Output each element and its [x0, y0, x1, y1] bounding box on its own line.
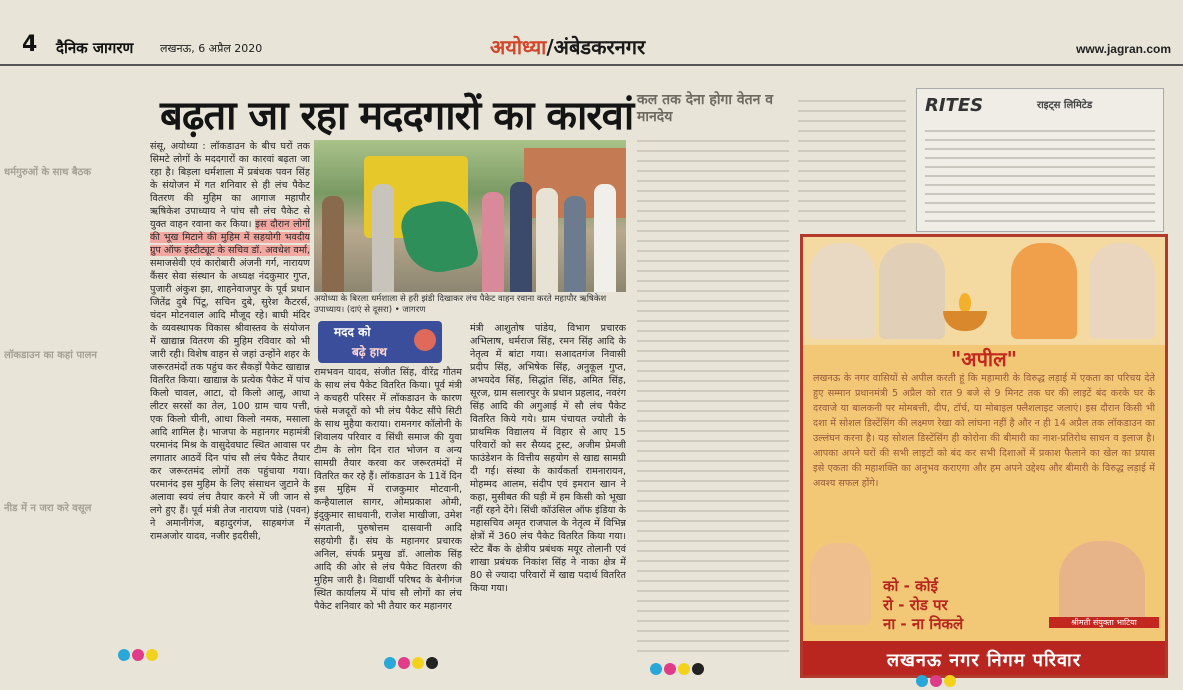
person-figure	[510, 182, 532, 292]
registration-marks	[650, 660, 706, 674]
appeal-footer	[803, 641, 1165, 675]
dateline: लखनऊ, 6 अप्रैल 2020	[160, 42, 263, 55]
mayor-name-label: श्रीमती संयुक्ता भाटिया	[1049, 617, 1159, 628]
person-figure	[564, 196, 586, 292]
series-badge	[318, 321, 442, 363]
registration-marks	[916, 672, 972, 686]
article-headline: बढ़ता जा रहा मददगारों का कारवां	[160, 93, 634, 139]
person-figure	[372, 184, 394, 292]
section-title	[490, 33, 645, 60]
flame-icon	[959, 293, 971, 313]
article-column-1	[150, 140, 310, 648]
leader-portrait	[1011, 243, 1077, 339]
appeal-body: लखनऊ के नगर वासियों से अपील करती हूं कि महामारी के विरुद्ध लड़ाई में एकता का परिचय देते हुए सम्मान प्रधानमंत्री 5 अप्रैल को रात 9 बजे से 9 मिनट तक घर की लाइटें बंद करके घर के दरवाजे या बालकनी पर मोमबत्ती, दीप, टॉर्च, या मोबाइल फ्लैशलाइट जलाएं। इस दौरान किसी भी दशा में सोशल डिस्टेंसिंग की लक्ष्मण रेखा को लांघना नहीं है और न ही 14 अप्रैल तक लॉकडाउन का उल्लंघन करना है। यह सोशल डिस्टेंसिंग ही कोरोना की बीमारी का नाश-प्रतिरोध साधन व इलाज है। आपका अपने घरों की सभी लाइटों को बंद कर सभी दिशाओं में प्रकाश फैलाने का खेल का प्रयास इसे एकता की महाशक्ति का अनुभव कराएगा और हम अपने उद्देश्य और बीमारी के विरुद्ध लड़ाई में अवश्य सफल होंगे।	[813, 373, 1155, 489]
leaders-banner	[803, 237, 1165, 345]
left-strip	[4, 70, 144, 680]
article-lead: संसू, अयोध्या : लॉकडाउन के बीच घरों तक सिमटे लोगों के मददगारों का कारवां बढ़ता जा रहा है। बिड़ला धर्मशाला में प्रबंधक पवन सिंह के संयोजन में गत शनिवार से ही लंच पैकेट वितरण की मुहिम का आगाज महापौर ऋषिकेश उपाध्याय ने पांच सौ लंच पैकेट से युक्त वाहन रवाना कर किया।	[150, 141, 310, 230]
person-figure	[536, 188, 558, 292]
slogan-line-1: को - कोई	[883, 577, 938, 595]
rites-advertisement	[916, 88, 1164, 232]
left-strip-headline-3: नीड में न जरा करे वसूल	[4, 503, 92, 514]
person-figure	[594, 184, 616, 292]
article-column-2: रामभवन यादव, संजीत सिंह, वीरेंद्र गौतम के साथ लंच पैकेट वितरित किया। पूर्व मंत्री ने कचहरी परिसर में लॉकडाउन के कारण फंसे मजदूरों को भी लंच पैकेट सौंपे सिटी के साथ मुहैया कराया। रामनगर कॉलोनी के शिवालय परिवार व सिंधी समाज की युवा टीम के लोग दिन रात भोजन व अन्य सामग्री तैयार करवा कर जरूरतमंदों में वितरित कर रहे हैं। लॉकडाउन के 11वें दिन इस मुहिम में राजकुमार मोटवानी, कन्हैयालाल सागर, ओमप्रकाश ओमी, इंदुकुमार साधवानी, राजेश माखीजा, उमेश संगतानी, पुरुषोत्तम दासवानी आदि सहयोगी हैं। संघ के महानगर प्रचारक अनिल, संपर्क प्रमुख डॉ. आलोक सिंह आदि की ओर से लंच पैकेट वितरण की मुहिम जारी है। विद्यार्थी परिषद के बेनीगंज स्थित कार्यालय में पांच सौ लोगों का लंच पैकेट शनिवार को भी तैयार कर महानगर	[314, 367, 462, 612]
diya-lamp-icon	[943, 311, 987, 331]
side-story-headline: कल तक देना होगा वेतन व मानदेय	[637, 92, 774, 125]
site-url: www.jagran.com	[1076, 42, 1171, 56]
article-col1-rest: समाजसेवी एवं कारोबारी अंजनी गर्ग, नारायण कैंसर सेवा संस्थान के अध्यक्ष नंदकुमार गुप्त, पुजारी अंकुश झा, शाहनेवाजपुर के पूर्व प्रधान जितेंद्र दुबे पिंटू, सचिन दुबे, सुरेश कैटरर्स, चंदन मोटनवाल आदि मौजूद रहे। बाघी मंदिर के व्यवस्थापक विकास श्रीवास्तव के संयोजन में खाद्यान्न वितरण की मुहिम रविवार को भी जारी रही। विशेष वाहन से जहां उन्होंने शहर के जरूरतमंदों तक पहुंच कर सैकड़ों पैकेट खाद्यान्न वितरित किया। खाद्यान्न के प्रत्येक पैकेट में पांच किलो चावल, आटा, दो किलो आलू, आधा लीटर सरसों का तेल, 100 ग्राम चाय पत्ती, एक किलो चीनी, आधा किलो नमक, मसाला आदि शामिल है। भाजपा के महानगर महामंत्री परमानंद मिश्र के वासुदेवघाट स्थित आवास पर लगातार आठवें दिन पांच सौ लंच पैकेट तैयार कर जरूरतमंद लोगों तक पहुंचाया गया। परमानंद इस मुहिम के लिए संसाधन जुटाने के अलावा स्वयं लंच तैयार करने में जी जान से लगे हुए हैं। पूर्व मंत्री तेज नारायण पांडे (पवन) ने अमानीगंज, बहादुरगंज, साहबगंज में रामअजोर यादव, नजीर इदरीसी,	[150, 258, 310, 542]
corona-slogan	[883, 577, 1033, 634]
leader-portrait	[879, 243, 945, 339]
slogan-line-3: ना - ना निकले	[883, 615, 964, 633]
registration-marks	[118, 646, 174, 660]
slogan-line-2: रो - रोड पर	[883, 596, 948, 614]
left-strip-headline-1: धर्मगुरुओं के साथ बैठक	[4, 167, 92, 178]
side-story-text	[637, 132, 789, 652]
rites-company-name: राइट्स लिमिटेड	[1037, 100, 1093, 111]
masthead	[0, 30, 1183, 66]
rites-logo: RITES	[925, 95, 984, 116]
right-faded-column	[798, 92, 906, 228]
appeal-title: "अपील"	[950, 347, 1018, 371]
left-strip-headline-2: लॉकडाउन का कहां पालन	[4, 350, 97, 361]
article-column-3: मंत्री आशुतोष पांडेय, विभाग प्रचारक अभिलाष, धर्मराज सिंह, रमन सिंह आदि के नेतृत्व में बांटा गया। सआदतगंज निवासी प्रदीप सिंह, अभिषेक सिंह, अनुकूल गुप्त, अभयदेव सिंह, सिद्धांत सिंह, अमित सिंह, सूरज, ग्राम सलारपुर के प्रधान प्रहलाद, नवरंग सिंह आदि की अगुआई में सौ लंच पैकेट वितरित किये गये। ग्राम पंचायत ज्योती के प्राथमिक विद्यालय में विहार से आए 15 परिवारों को सर सैय्यद ट्रस्ट, अजीम प्रेमजी फाउंडेशन के वित्तीय सहयोग से खाद्य सामग्री दी गई। संस्था के कार्यकर्ता रामनारायन, मोहम्मद आलम, संदीप एवं इमरान खान ने कहा, मुसीबत की घड़ी में हम किसी को भूखा नहीं रहने देंगे। सिंधी कॉउंसिल ऑफ इंडिया के महासचिव अमृत राजपाल के नेतृत्व में विभिन्न क्षेत्रों में 360 लंच पैकेट वितरित किया गया। स्टेट बैंक के क्षेत्रीय प्रबंधक मयूर तोलानी एवं शाखा प्रबंधक निकांश सिंह ने नाका क्षेत्र में 80 से ज्यादा परिवारों में खाद्य पदार्थ वितरित किया गया।	[470, 323, 626, 594]
photo-caption: अयोध्या के बिरला धर्मशाला से हरी झंडी दिखाकर लंच पैकेट वाहन रवाना करते महापौर ऋषिकेश उपाध्याय। (दाएं से दूसरा) • जागरण	[314, 294, 607, 315]
registration-marks	[384, 654, 440, 668]
highlighted-text: इस दौरान लोगों की भूख मिटाने की मुहिम में सहयोगी भवदीय ग्रुप ऑफ इंस्टीट्यूट के सचिव डॉ. अवधेश वर्मा,	[150, 219, 310, 256]
person-figure	[322, 196, 344, 292]
rites-notice-text	[925, 123, 1155, 223]
mayor-portrait	[1059, 541, 1145, 625]
badge-line-1: मदद को	[334, 325, 371, 339]
child-with-mask-image	[809, 543, 871, 625]
appeal-footer-text: लखनऊ नगर निगम परिवार	[886, 650, 1082, 671]
page-number: 4	[22, 32, 38, 57]
news-photo	[314, 140, 626, 292]
leader-portrait	[1089, 243, 1155, 339]
leader-portrait	[809, 243, 875, 339]
section-name-a: अयोध्या	[490, 35, 547, 59]
section-name-b: /अंबेडकरनगर	[546, 35, 646, 59]
appeal-advertisement	[800, 234, 1168, 678]
virus-icon	[414, 329, 436, 351]
person-figure	[482, 192, 504, 292]
newspaper-brand: दैनिक जागरण	[56, 39, 134, 57]
badge-line-2: बढ़े हाथ	[352, 345, 387, 359]
green-flag	[397, 195, 480, 278]
